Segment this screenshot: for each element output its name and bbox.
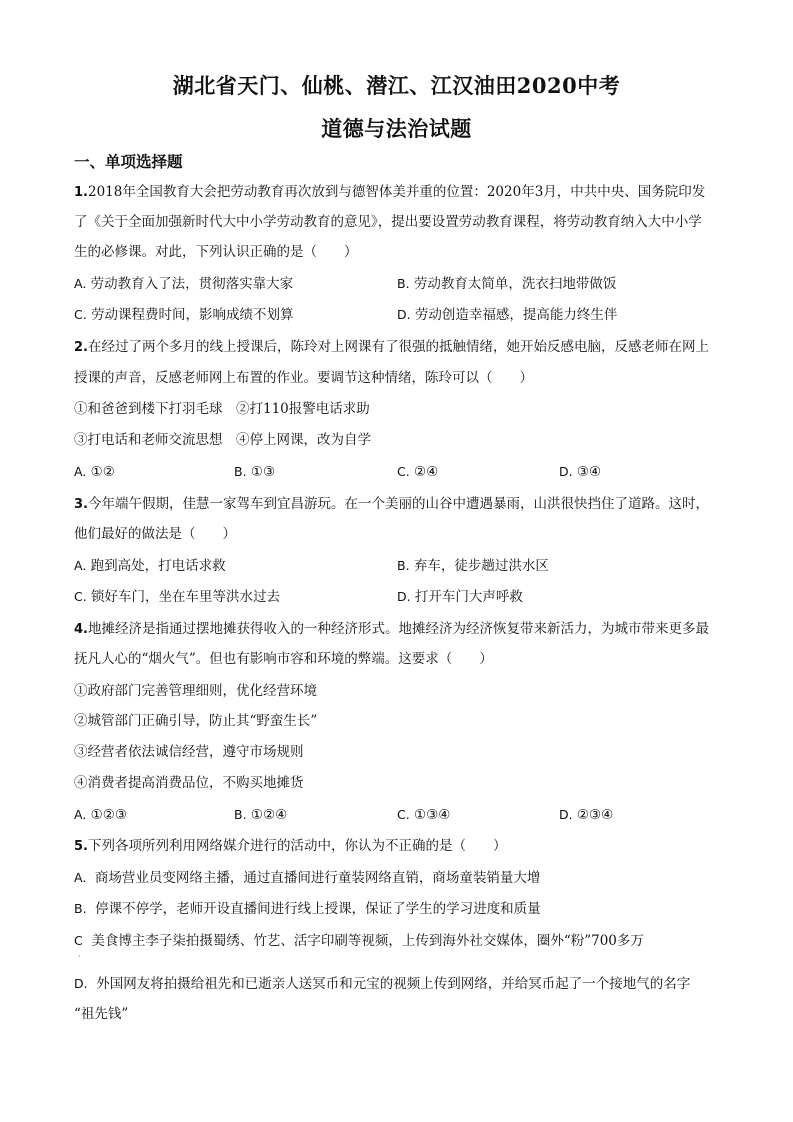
question-4-option-d[interactable]: D. ②③④	[559, 807, 614, 823]
question-2-number: 2.	[74, 340, 88, 355]
question-5-option-a[interactable]: A. 商场营业员变网络主播，通过直播间进行童装网络直销，商场童装销量大增	[74, 870, 541, 886]
question-3-option-b[interactable]: B. 弃车，徒步趟过洪水区	[397, 558, 549, 574]
question-1-option-c[interactable]: C. 劳动课程费时间，影响成绩不划算	[74, 307, 294, 323]
question-4-item-4: ④消费者提高消费品位，不购买地摊货	[74, 775, 304, 791]
question-5-option-d-continuation: “祖先钱”	[74, 1006, 129, 1022]
question-4-option-c[interactable]: C. ①③④	[397, 807, 451, 823]
question-4-number: 4.	[74, 622, 88, 637]
question-4-line-2: 抚凡人心的“烟火气”。但也有影响市容和环境的弊端。这要求（ ）	[74, 651, 493, 667]
question-3-number: 3.	[74, 497, 88, 512]
question-5-number: 5.	[74, 839, 88, 854]
question-4-item-3: ③经营者依法诚信经营，遵守市场规则	[74, 744, 304, 760]
question-3-line-2: 他们最好的做法是（ ）	[74, 526, 236, 542]
question-1-option-d[interactable]: D. 劳动创造幸福感，提高能力终生伴	[397, 307, 618, 323]
question-3-line-1: 3.今年端午假期，佳慧一家驾车到宜昌游玩。在一个美丽的山谷中遭遇暴雨，山洪很快挡住了道路。这时，	[74, 496, 709, 512]
question-1-line-2: 了《关于全面加强新时代大中小学劳动教育的意见》，提出要设置劳动教育课程，将劳动教育纳入大中小学	[74, 214, 702, 230]
exam-title-line1: 湖北省天门、仙桃、潜江、江汉油田2020中考	[172, 73, 621, 98]
question-2-line-2: 授课的声音，反感老师网上布置的作业。要调节这种情绪，陈玲可以（ ）	[74, 370, 533, 386]
question-2-item-2: ③打电话和老师交流思想 ④停上网课，改为自学	[74, 432, 371, 448]
question-1-option-a[interactable]: A. 劳动教育入了法，贯彻落实靠大家	[74, 276, 294, 292]
question-5-line-1: 5.下列各项所列利用网络媒介进行的活动中，你认为不正确的是（ ）	[74, 838, 507, 854]
question-2-item-1: ①和爸爸到楼下打羽毛球 ②打110报警电话求助	[74, 401, 370, 417]
question-2-line-1: 2.在经过了两个多月的线上授课后，陈玲对上网课有了很强的抵触情绪，她开始反感电脑，反感老师在网上	[74, 339, 709, 355]
question-1-option-b[interactable]: B. 劳动教育太简单，洗衣扫地带做饭	[397, 276, 617, 292]
question-1-line-3: 生的必修课。对此，下列认识正确的是（ ）	[74, 244, 358, 260]
exam-title-line2: 道德与法治试题	[321, 116, 472, 141]
question-2-option-a[interactable]: A. ①②	[74, 464, 115, 480]
question-2-option-d[interactable]: D. ③④	[559, 464, 602, 480]
question-1-line-1: 1.2018年全国教育大会把劳动教育再次放到与德智体美并重的位置：2020年3月，中共中央、国务院印发	[74, 184, 706, 200]
question-2-option-c[interactable]: C. ②④	[397, 464, 439, 480]
question-3-option-c[interactable]: C. 锁好车门，坐在车里等洪水过去	[74, 589, 280, 605]
question-4-option-b[interactable]: B. ①②④	[234, 807, 288, 823]
question-5-option-c[interactable]: C 美食博主李子柒拍摄蜀绣、竹艺、活字印刷等视频，上传到海外社交媒体，圈外“粉”700多万	[74, 933, 644, 949]
question-5-option-b[interactable]: B. 停课不停学，老师开设直播间进行线上授课，保证了学生的学习进度和质量	[74, 901, 541, 917]
question-4-line-1: 4.地摊经济是指通过摆地摊获得收入的一种经济形式。地摊经济为经济恢复带来新活力，为城市带来更多最	[74, 621, 709, 637]
question-4-item-2: ②城管部门正确引导，防止其“野蛮生长”	[74, 713, 318, 729]
question-1-number: 1.	[74, 185, 88, 200]
question-3-option-d[interactable]: D. 打开车门大声呼救	[397, 589, 523, 605]
question-4-option-a[interactable]: A. ①②③	[74, 807, 127, 823]
question-3-option-a[interactable]: A. 跑到高处，打电话求救	[74, 558, 226, 574]
question-4-item-1: ①政府部门完善管理细则，优化经营环境	[74, 683, 317, 699]
stray-dot: ·	[78, 952, 81, 961]
question-2-option-b[interactable]: B. ①③	[234, 464, 276, 480]
question-5-option-d[interactable]: D. 外国网友将拍摄给祖先和已逝亲人送冥币和元宝的视频上传到网络，并给冥币起了一个接地气的名字	[74, 976, 691, 992]
section-heading-single-choice: 一、单项选择题	[74, 153, 183, 171]
